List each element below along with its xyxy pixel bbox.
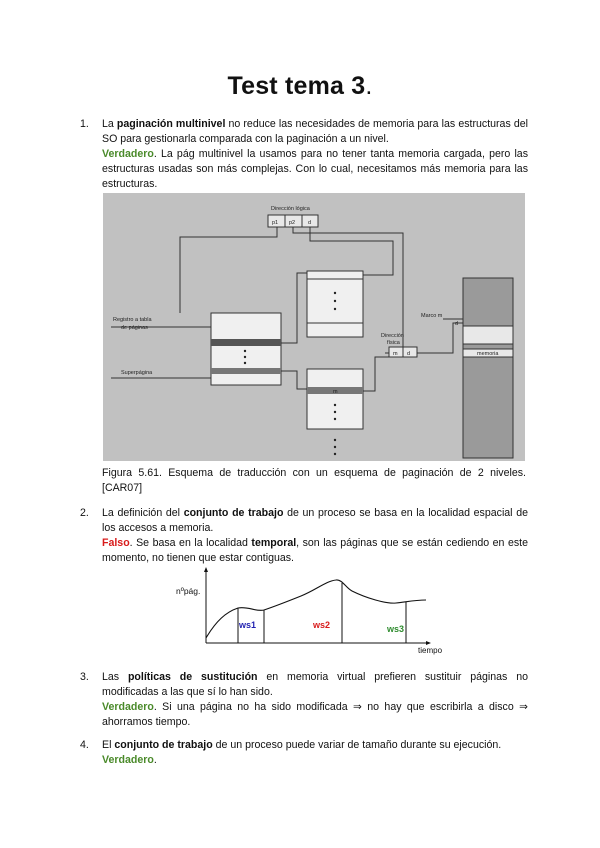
- ws3-label: ws3: [387, 624, 405, 634]
- answer-explanation: . La pág multinivel la usamos para no tener tanta memoria cargada, pero las estructuras usadas son más complejas. Con lo cual, necesitamos más memoria para las estructuras.: [102, 148, 528, 190]
- label-frame: Marco m: [421, 313, 443, 319]
- x-axis-label: tiempo: [418, 646, 443, 655]
- key-term: conjunto de trabajo: [183, 507, 284, 519]
- question-number: 1.: [80, 118, 89, 130]
- answer-verdict: Verdadero: [102, 754, 154, 766]
- svg-text:m: m: [333, 389, 338, 395]
- question-number: 2.: [80, 507, 89, 519]
- svg-text:d: d: [308, 220, 312, 226]
- key-term: políticas de sustitución: [127, 671, 258, 683]
- question-4: 4. El conjunto de trabajo de un proceso puede variar de tamaño durante su ejecución. Verdadero.: [80, 739, 502, 766]
- question-1: 1. La paginación multinivel no reduce las necesidades de memoria para las estructuras del SO para gestionarla comparada con la paginación a un nivel. Verdadero. La pág multinivel la usamos para no tener tanta memoria cargada, pero las estructuras usadas son más complejas. Con lo cual, necesitamos más memoria para las estructuras.: [80, 118, 528, 190]
- ws2-label: ws2: [313, 620, 331, 630]
- question-number: 3.: [80, 671, 89, 683]
- key-term: conjunto de trabajo: [114, 739, 213, 751]
- key-term: paginación multinivel: [116, 118, 226, 130]
- answer-verdict: Falso: [102, 537, 130, 549]
- label-physical-address: Dirección: [381, 333, 404, 339]
- svg-text:d: d: [455, 321, 459, 327]
- answer-explanation: . Si una página no ha sido modificada ⇒ no hay que escribirla a disco ⇒ ahorramos tiempo.: [102, 701, 528, 728]
- svg-text:m: m: [393, 351, 398, 357]
- question-number: 4.: [80, 739, 89, 751]
- question-2: 2. La definición del conjunto de trabajo de un proceso se basa en la localidad espacial de los accesos a memoria. Falso. Se basa en la localidad temporal, son las páginas que se están cediendo en este momento, no tienen que estar contiguas.: [80, 507, 528, 564]
- label-memory: memoria: [477, 351, 499, 357]
- paging-diagram-photo: [103, 193, 525, 461]
- y-axis-label: nºpág.: [176, 586, 201, 596]
- answer-verdict: Verdadero: [102, 148, 154, 160]
- question-3: 3. Las políticas de sustitución en memoria virtual prefieren sustituir páginas no modificadas a las que sí lo han sido. Verdadero. Si una página no ha sido modificada ⇒ no hay que escribirla a disco ⇒ ahorramos tiempo.: [80, 671, 528, 728]
- figure-caption: Figura 5.61. Esquema de traducción con un esquema de paginación de 2 niveles. [CAR07]: [102, 467, 526, 494]
- label-register: Registro a tabla: [113, 317, 152, 323]
- svg-text:de páginas: de páginas: [121, 325, 148, 331]
- working-set-graph: [176, 566, 443, 656]
- page-title: Test tema 3.: [227, 72, 373, 100]
- label-logical-address: Dirección lógica: [271, 206, 310, 212]
- svg-text:física: física: [387, 340, 400, 346]
- svg-text:d: d: [407, 351, 411, 357]
- svg-text:p2: p2: [289, 220, 296, 226]
- svg-text:p1: p1: [272, 220, 279, 226]
- ws1-label: ws1: [239, 620, 257, 630]
- answer-verdict: Verdadero: [102, 701, 154, 713]
- label-superpage: Superpágina: [121, 370, 153, 376]
